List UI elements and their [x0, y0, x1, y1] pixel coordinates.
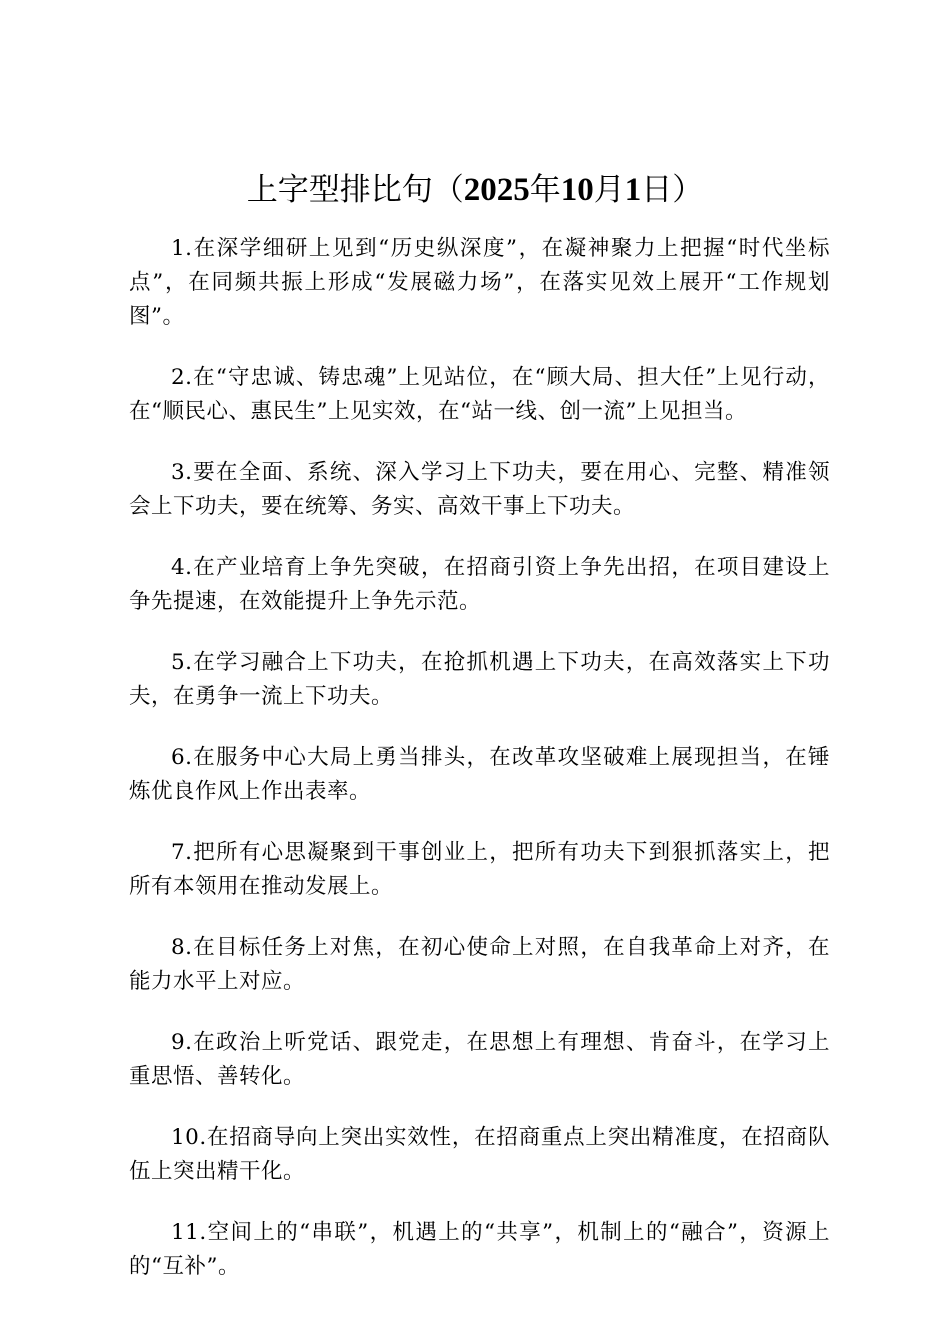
paragraph-3: 3.要在全面、系统、深入学习上下功夫，要在用心、完整、精准领会上下功夫，要在统筹、务实、高效干事上下功夫。: [129, 460, 830, 519]
paragraph-4: 4.在产业培育上争先突破，在招商引资上争先出招，在项目建设上争先提速，在效能提升上争先示范。: [129, 555, 830, 614]
paragraph-7: 7.把所有心思凝聚到干事创业上，把所有功夫下到狠抓落实上，把所有本领用在推动发展上。: [129, 840, 830, 899]
document-title: [0, 168, 950, 212]
paragraph-11: 11.空间上的“串联”，机遇上的“共享”，机制上的“融合”，资源上的“互补”。: [129, 1220, 830, 1279]
title-day: 1: [624, 172, 642, 208]
title-text-after: 日）: [641, 172, 704, 208]
paragraph-8: 8.在目标任务上对焦，在初心使命上对照，在自我革命上对齐，在能力水平上对应。: [129, 935, 830, 994]
paragraph-10: 10.在招商导向上突出实效性，在招商重点上突出精准度，在招商队伍上突出精干化。: [129, 1125, 830, 1184]
title-text-month-suffix: 月: [593, 172, 625, 208]
paragraph-5: 5.在学习融合上下功夫，在抢抓机遇上下功夫，在高效落实上下功夫，在勇争一流上下功夫。: [129, 650, 830, 709]
title-month: 10: [560, 172, 594, 208]
title-text-before: 上字型排比句（: [246, 172, 464, 208]
title-text-year-suffix: 年: [529, 172, 561, 208]
paragraph-2: 2.在“守忠诚、铸忠魂”上见站位，在“顾大局、担大任”上见行动，在“顺民心、惠民生”上见实效，在“站一线、创一流”上见担当。: [129, 365, 830, 424]
document-body: [129, 232, 830, 1311]
paragraph-6: 6.在服务中心大局上勇当排头，在改革攻坚破难上展现担当，在锤炼优良作风上作出表率。: [129, 745, 830, 804]
paragraph-9: 9.在政治上听党话、跟党走，在思想上有理想、肯奋斗，在学习上重思悟、善转化。: [129, 1030, 830, 1089]
paragraph-1: 1.在深学细研上见到“历史纵深度”，在凝神聚力上把握“时代坐标点”，在同频共振上形成“发展磁力场”，在落实见效上展开“工作规划图”。: [129, 236, 830, 329]
title-year: 2025: [463, 172, 530, 208]
